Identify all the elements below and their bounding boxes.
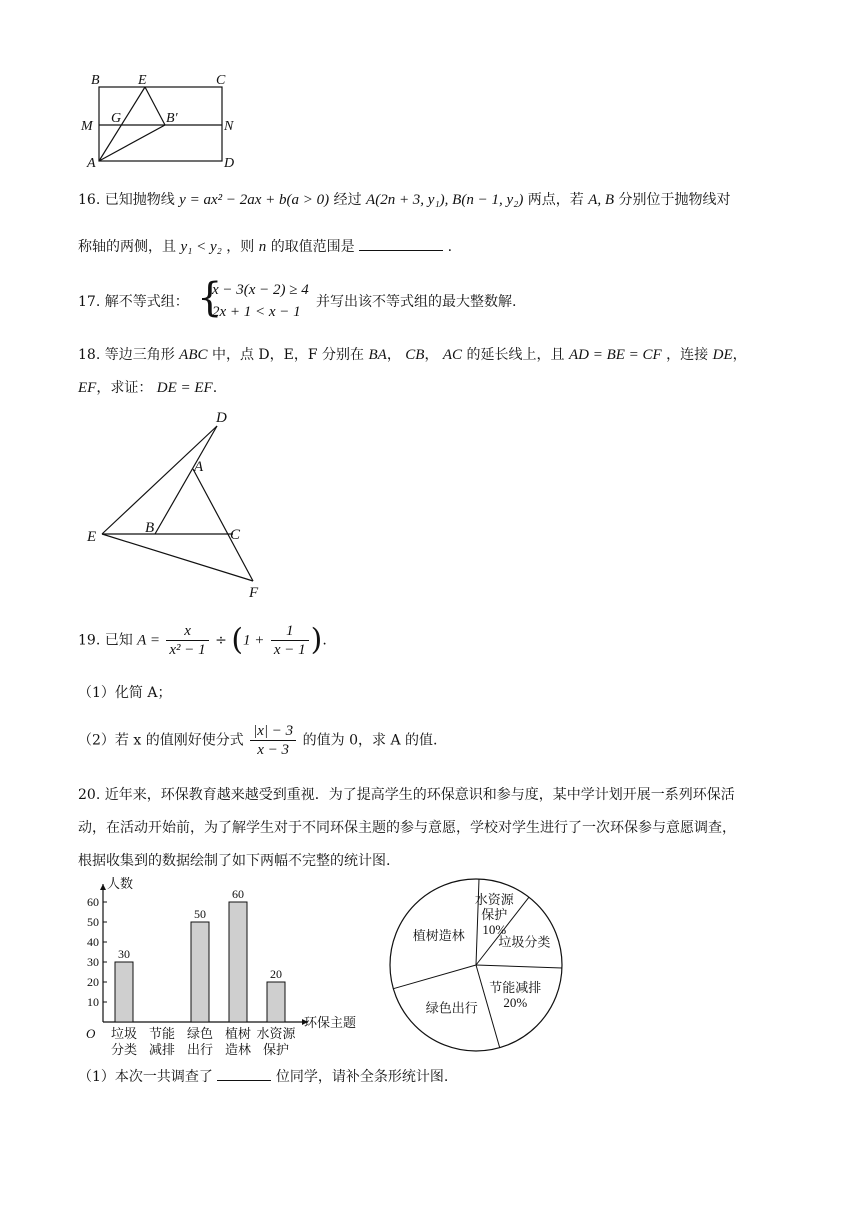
q16-text: 称轴的两侧，且 <box>78 239 176 255</box>
pie-slice-label: 节能减排 <box>489 980 542 996</box>
bar <box>191 922 209 1022</box>
q16-points: A(2n + 3, y₁), B(n − 1, y₂) <box>366 192 524 208</box>
q19-a-equals: A = <box>137 632 160 649</box>
q16-number: 16. <box>78 192 101 208</box>
q19-dot: . <box>322 632 327 649</box>
x-category-label: 减排 <box>148 1042 176 1057</box>
q20-line3: 根据收集到的数据绘制了如下两幅不完整的统计图. <box>78 853 391 869</box>
q16-condition: y₁ < y₂ <box>180 239 222 255</box>
q17-system <box>212 279 309 323</box>
segment-eb-prime <box>145 87 165 125</box>
bar-chart <box>78 872 378 1062</box>
x-axis-label: 环保主题 <box>304 1015 357 1030</box>
y-tick-label: 40 <box>87 935 99 949</box>
pie-slice-label: 20% <box>503 995 528 1011</box>
answer-blank[interactable] <box>217 1066 271 1081</box>
q19-line: 19. 已知 A = $\frac{x}{\text{x² − 1}}$ ÷ (1 + $\frac{1}{x - 1}$ ). <box>78 622 327 658</box>
q19-part2 <box>78 722 437 762</box>
bar <box>267 982 285 1022</box>
y-tick-label: 60 <box>87 895 99 909</box>
q18-de: DE <box>712 347 733 363</box>
pie-slice-label: 植树造林 <box>412 927 465 943</box>
q16-n: n <box>258 239 267 255</box>
pie-slice-label: 保护 <box>481 906 508 922</box>
q18-text: 18. 等边三角形 <box>78 347 175 363</box>
q18-equal-segments: AD = BE = CF <box>568 347 662 363</box>
segment-af <box>193 469 253 581</box>
q16-ab: A, B <box>588 192 615 208</box>
label-g: G <box>111 111 122 126</box>
bar-data-label: 30 <box>118 947 130 961</box>
pie-slice-label: 垃圾分类 <box>498 934 551 950</box>
q17-inequality-1: x − 3(x − 2) ≥ 4 <box>212 282 309 298</box>
pie-slice-label: 绿色出行 <box>425 1000 478 1016</box>
bar <box>115 962 133 1022</box>
q17-number: 17. <box>78 294 101 310</box>
fraction-denominator: x − 1 <box>273 642 306 658</box>
bar <box>229 902 247 1022</box>
q16-text: 经过 <box>333 192 362 208</box>
label-e: E <box>87 529 97 545</box>
q18-text: 的延长线上，且 <box>466 347 565 363</box>
q18-sep: ， <box>424 347 439 363</box>
q16-text: 两点，若 <box>527 192 584 208</box>
q18-ef: EF <box>78 380 97 396</box>
y-axis-label: 人数 <box>107 876 134 891</box>
q19-fraction-1 <box>166 622 208 659</box>
q20-text: 位同学，请补全条形统计图. <box>275 1069 449 1085</box>
q18-line1 <box>78 345 747 365</box>
q16-text: . <box>447 239 453 255</box>
q19-divide: ÷ <box>215 632 227 649</box>
q18-text: . <box>212 380 218 396</box>
label-b: B <box>145 520 155 536</box>
q17-tail: 并写出该不等式组的最大整数解. <box>316 294 517 310</box>
q19-one-plus: 1 + <box>243 632 265 649</box>
label-c: C <box>230 527 241 543</box>
q19-fraction-3 <box>250 722 296 759</box>
label-n: N <box>224 119 234 134</box>
q18-line2 <box>78 378 217 398</box>
y-tick-label: 30 <box>87 955 99 969</box>
label-a: A <box>87 156 96 170</box>
q20-text: （1）本次一共调查了 <box>78 1069 213 1085</box>
x-category-label: 造林 <box>224 1042 252 1057</box>
q20-line2: 动，在活动开始前，为了解学生对于不同环保主题的参与意愿，学校对学生进行了一次环保参与意愿调查， <box>78 820 736 836</box>
q19-text: 的值为 0，求 A 的值. <box>302 732 438 749</box>
q18-text: ，连接 <box>666 347 709 363</box>
label-e: E <box>138 73 147 88</box>
x-category-label: 出行 <box>186 1042 214 1057</box>
fraction-denominator: x − 3 <box>257 742 290 758</box>
q16-text: 的取值范围是 <box>270 239 355 255</box>
q18-to-prove: DE = EF <box>156 380 213 396</box>
q16-line2 <box>78 236 452 257</box>
q18-ba: BA <box>368 347 387 363</box>
q16-text: 已知抛物线 <box>104 192 175 208</box>
y-tick-label: 50 <box>87 915 99 929</box>
label-a: A <box>194 459 204 475</box>
y-tick-label: 10 <box>87 995 99 1009</box>
q18-text: ， <box>732 347 747 363</box>
q16-text: ，则 <box>226 239 255 255</box>
q17-line <box>78 292 189 312</box>
y-axis-arrow <box>100 884 106 890</box>
q17-brace: { <box>197 275 223 321</box>
x-category-label: 保护 <box>262 1042 290 1057</box>
x-category-label: 水资源 <box>256 1026 296 1041</box>
origin-label: O <box>86 1026 96 1041</box>
segment-bd <box>155 426 217 534</box>
q18-abc: ABC <box>179 347 208 363</box>
q18-ac: AC <box>442 347 463 363</box>
q16-parabola-eq: y = ax² − 2ax + b(a > 0) <box>179 192 330 208</box>
pie-slice-label: 水资源 <box>474 891 514 907</box>
q18-cb: CB <box>405 347 425 363</box>
rectangle-fold-figure <box>78 70 248 170</box>
q18-text: 中，点 D，E，F 分别在 <box>211 347 365 363</box>
pie-chart <box>385 872 575 1062</box>
q19-text: 已知 <box>104 632 133 649</box>
answer-blank[interactable] <box>359 236 443 251</box>
label-b-prime: B′ <box>166 111 178 126</box>
label-f: F <box>249 585 259 601</box>
bar-data-label: 20 <box>270 967 282 981</box>
q16-text: 分别位于抛物线对 <box>618 192 731 208</box>
label-b: B <box>91 73 100 88</box>
label-c: C <box>216 73 226 88</box>
fraction-numerator: |x| − 3 <box>250 722 296 741</box>
label-d: D <box>216 410 227 426</box>
q19-part1: （1）化简 A； <box>78 685 172 701</box>
x-category-label: 节能 <box>148 1026 176 1041</box>
q18-sep: ， <box>386 347 401 363</box>
fraction-denominator: x² − 1 <box>169 642 206 658</box>
q16-line1 <box>78 190 731 210</box>
q19-text: （2）若 x 的值刚好使分式 <box>78 732 244 749</box>
y-tick-label: 20 <box>87 975 99 989</box>
q17-text: 解不等式组： <box>104 294 189 310</box>
q19-fraction-2 <box>271 622 309 659</box>
bar-data-label: 50 <box>194 907 206 921</box>
q18-text: ，求证： <box>96 380 153 396</box>
q17-inequality-2: 2x + 1 < x − 1 <box>212 304 301 320</box>
pie-slice-label: 10% <box>482 921 507 937</box>
x-category-label: 垃圾 <box>110 1026 138 1041</box>
segment-de <box>102 426 217 534</box>
triangle-figure <box>80 405 280 605</box>
label-m: M <box>81 119 93 134</box>
q20-part1 <box>78 1066 448 1087</box>
label-d: D <box>224 156 235 170</box>
segment-ae <box>99 87 145 161</box>
segment-ab-prime <box>99 125 165 161</box>
q19-number: 19. <box>78 632 101 649</box>
x-category-label: 分类 <box>110 1042 138 1057</box>
x-category-label: 植树 <box>224 1026 252 1041</box>
x-category-label: 绿色 <box>186 1026 214 1041</box>
q20-line1: 20. 近年来，环保教育越来越受到重视．为了提高学生的环保意识和参与度，某中学计划开展一系列环保活 <box>78 787 735 803</box>
fraction-numerator: x <box>166 622 208 641</box>
bar-data-label: 60 <box>232 887 244 901</box>
fraction-numerator: 1 <box>271 622 309 641</box>
